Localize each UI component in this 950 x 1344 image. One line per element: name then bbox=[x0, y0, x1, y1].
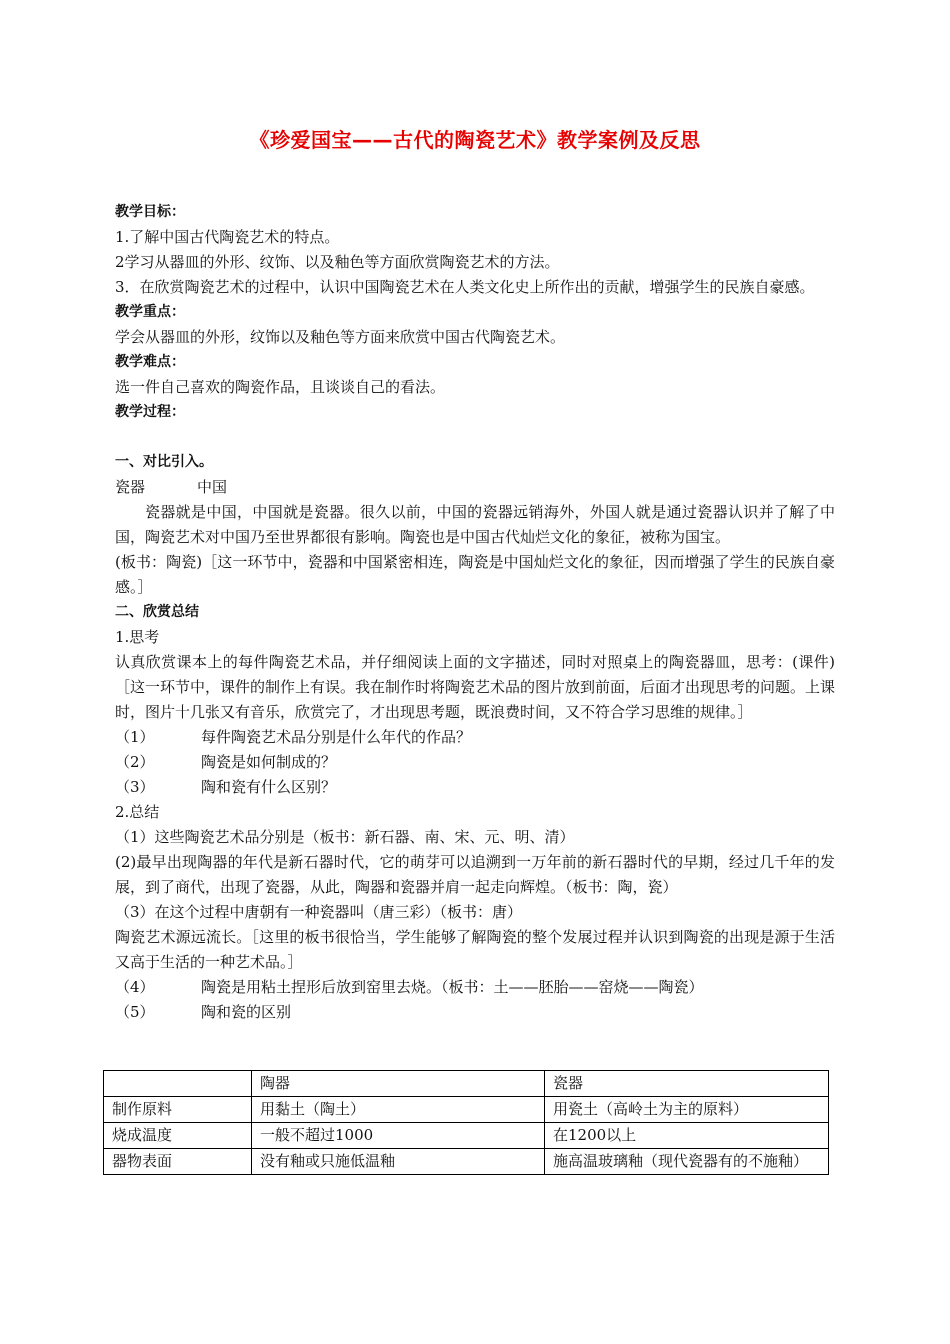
key-point-text: 学会从器皿的外形，纹饰以及釉色等方面来欣赏中国古代陶瓷艺术。 bbox=[115, 328, 566, 346]
key-point-heading: 教学重点： bbox=[115, 304, 185, 320]
think-text: 认真欣赏课本上的每件陶瓷艺术品，并仔细阅读上面的文字描述，同时对照桌上的陶瓷器皿，思考：(课件)［这一环节中，课件的制作上有误。我在制作时将陶瓷艺术品的图片放到前面，后面才出现思考的问题。上课时，图片十几张又有音乐，欣赏完了，才出现思考题，既浪费时间，又不符合学习思维的规律。］ bbox=[115, 653, 836, 721]
table-header-cell: 陶器 bbox=[252, 1071, 545, 1097]
table-cell: 器物表面 bbox=[104, 1149, 252, 1175]
word-ciqi: 瓷器 bbox=[115, 478, 146, 496]
table-row bbox=[104, 1097, 829, 1123]
document-title: 《珍爱国宝——古代的陶瓷艺术》教学案例及反思 bbox=[249, 128, 701, 152]
table-row bbox=[104, 1149, 829, 1175]
summary-item-2: (2)最早出现陶器的年代是新石器时代，它的萌芽可以追溯到一万年前的新石器时代的早期，经过几千年的发展，到了商代，出现了瓷器，从此，陶器和瓷器并肩一起走向辉煌。（板书：陶，瓷） bbox=[115, 853, 835, 896]
word-zhongguo: 中国 bbox=[197, 478, 228, 496]
table-cell: 用黏土（陶土） bbox=[252, 1097, 545, 1123]
table-cell: 在1200以上 bbox=[545, 1123, 829, 1149]
point-number: （4） bbox=[115, 978, 155, 996]
summary-item-4: 陶瓷艺术源远流长。［这里的板书很恰当，学生能够了解陶瓷的整个发展过程并认识到陶瓷的出现是源于生活又高于生活的一种艺术品。］ bbox=[115, 928, 835, 971]
table-cell: 施高温玻璃釉（现代瓷器有的不施釉） bbox=[545, 1149, 829, 1175]
question-1 bbox=[115, 725, 835, 750]
question-number: （3） bbox=[115, 778, 155, 796]
question-number: （1） bbox=[115, 728, 155, 746]
section2-heading: 二、欣赏总结 bbox=[115, 604, 199, 620]
table-cell: 没有釉或只施低温釉 bbox=[252, 1149, 545, 1175]
summary-point-5 bbox=[115, 1000, 835, 1025]
table-cell: 用瓷土（高岭土为主的原料） bbox=[545, 1097, 829, 1123]
process-heading: 教学过程： bbox=[115, 404, 185, 420]
table-row bbox=[104, 1123, 829, 1149]
question-3 bbox=[115, 775, 835, 800]
question-2 bbox=[115, 750, 835, 775]
section1-heading: 一、对比引入。 bbox=[115, 454, 213, 470]
goal-item-3: 3．在欣赏陶瓷艺术的过程中，认识中国陶瓷艺术在人类文化史上所作出的贡献，增强学生的民族自豪感。 bbox=[115, 278, 815, 296]
table-header-cell bbox=[104, 1071, 252, 1097]
difficulty-text: 选一件自己喜欢的陶瓷作品，且谈谈自己的看法。 bbox=[115, 378, 446, 396]
summary-point-4 bbox=[115, 975, 835, 1000]
section1-words bbox=[115, 475, 835, 500]
table-header-row bbox=[104, 1071, 829, 1097]
question-text: 每件陶瓷艺术品分别是什么年代的作品？ bbox=[201, 728, 472, 746]
goal-item-1: 1.了解中国古代陶瓷艺术的特点。 bbox=[115, 228, 340, 246]
table-cell: 烧成温度 bbox=[104, 1123, 252, 1149]
table-header-cell: 瓷器 bbox=[545, 1071, 829, 1097]
difficulty-heading: 教学难点： bbox=[115, 354, 185, 370]
comparison-table bbox=[103, 1070, 829, 1175]
goal-item-2: 2学习从器皿的外形、纹饰、以及釉色等方面欣赏陶瓷艺术的方法。 bbox=[115, 253, 560, 271]
question-number: （2） bbox=[115, 753, 155, 771]
goals-heading: 教学目标： bbox=[115, 204, 185, 220]
summary-item-3: （3）在这个过程中唐朝有一种瓷器叫（唐三彩）（板书：唐） bbox=[115, 903, 523, 921]
question-text: 陶和瓷有什么区别？ bbox=[201, 778, 337, 796]
point-number: （5） bbox=[115, 1003, 155, 1021]
section1-paragraph: 瓷器就是中国，中国就是瓷器。很久以前，中国的瓷器远销海外，外国人就是通过瓷器认识并了解了中国，陶瓷艺术对中国乃至世界都很有影响。陶瓷也是中国古代灿烂文化的象征，被称为国宝。 bbox=[115, 503, 835, 546]
question-text: 陶瓷是如何制成的？ bbox=[201, 753, 337, 771]
point-text: 陶和瓷的区别 bbox=[201, 1003, 292, 1021]
summary-label: 2.总结 bbox=[115, 803, 160, 821]
section1-note: (板书：陶瓷)［这一环节中，瓷器和中国紧密相连，陶瓷是中国灿烂文化的象征，因而增强了学生的民族自豪感。］ bbox=[115, 553, 835, 596]
think-label: 1.思考 bbox=[115, 628, 160, 646]
summary-item-1: （1）这些陶瓷艺术品分别是（板书：新石器、南、宋、元、明、清） bbox=[115, 828, 575, 846]
point-text: 陶瓷是用粘土捏形后放到窑里去烧。（板书：土——胚胎——窑烧——陶瓷） bbox=[201, 978, 704, 996]
table-cell: 制作原料 bbox=[104, 1097, 252, 1123]
table-cell: 一般不超过1000 bbox=[252, 1123, 545, 1149]
document-body bbox=[115, 200, 835, 1025]
